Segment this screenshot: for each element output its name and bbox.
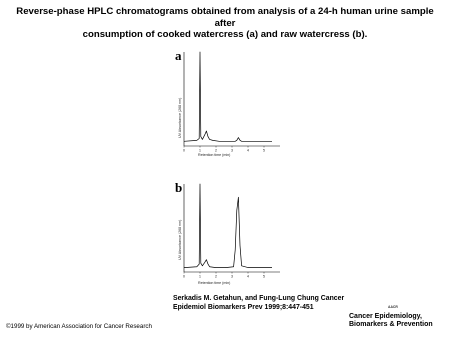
x-tick-label: 5: [263, 148, 265, 153]
panel-label-a: a: [175, 48, 182, 63]
chromatogram-plot-a: [168, 50, 288, 160]
y-axis-label-b: UV Absorbance (268 nm): [178, 219, 182, 260]
y-axis-label-a: UV Absorbance (268 nm): [178, 97, 182, 138]
x-tick-label: 3: [231, 274, 233, 279]
copyright-text: ©1999 by American Association for Cancer Research: [6, 323, 152, 330]
x-tick-label: 0: [183, 148, 185, 153]
chromatogram-panel-a: [168, 50, 288, 160]
x-tick-label: 1: [199, 148, 201, 153]
chromatogram-trace: [184, 184, 272, 268]
panel-label-b: b: [175, 180, 183, 195]
journal-name-line-1: Cancer Epidemiology,: [349, 313, 422, 320]
x-tick-label: 2: [215, 148, 217, 153]
x-tick-label: 5: [263, 274, 265, 279]
chromatogram-panel-b: [168, 180, 288, 290]
chromatogram-trace: [184, 52, 272, 141]
x-axis-label-b: Retention time (min): [198, 281, 231, 285]
citation-line-2: Epidemiol Biomarkers Prev 1999;8:447-451: [173, 303, 314, 311]
citation: [173, 295, 344, 312]
journal-name: [349, 313, 433, 330]
x-tick-label: 4: [247, 148, 249, 153]
x-tick-label: 0: [183, 274, 185, 279]
x-tick-label: 4: [247, 274, 249, 279]
title-line-1: Reverse-phase HPLC chromatograms obtained from analysis of a 24-h human urine sample after: [16, 6, 434, 29]
journal-name-line-2: Biomarkers & Prevention: [349, 321, 433, 329]
figure-title: [10, 6, 440, 41]
x-tick-label: 1: [199, 274, 201, 279]
citation-line-1: Serkadis M. Getahun, and Fung-Lung Chung Cancer: [173, 295, 345, 302]
x-tick-label: 2: [215, 274, 217, 279]
chromatogram-plot-b: [168, 180, 288, 290]
x-tick-label: 3: [231, 148, 233, 153]
title-line-2: consumption of cooked watercress (a) and raw watercress (b).: [82, 29, 368, 40]
aacr-logo: AACR: [388, 305, 398, 309]
x-axis-label-a: Retention time (min): [198, 153, 231, 157]
